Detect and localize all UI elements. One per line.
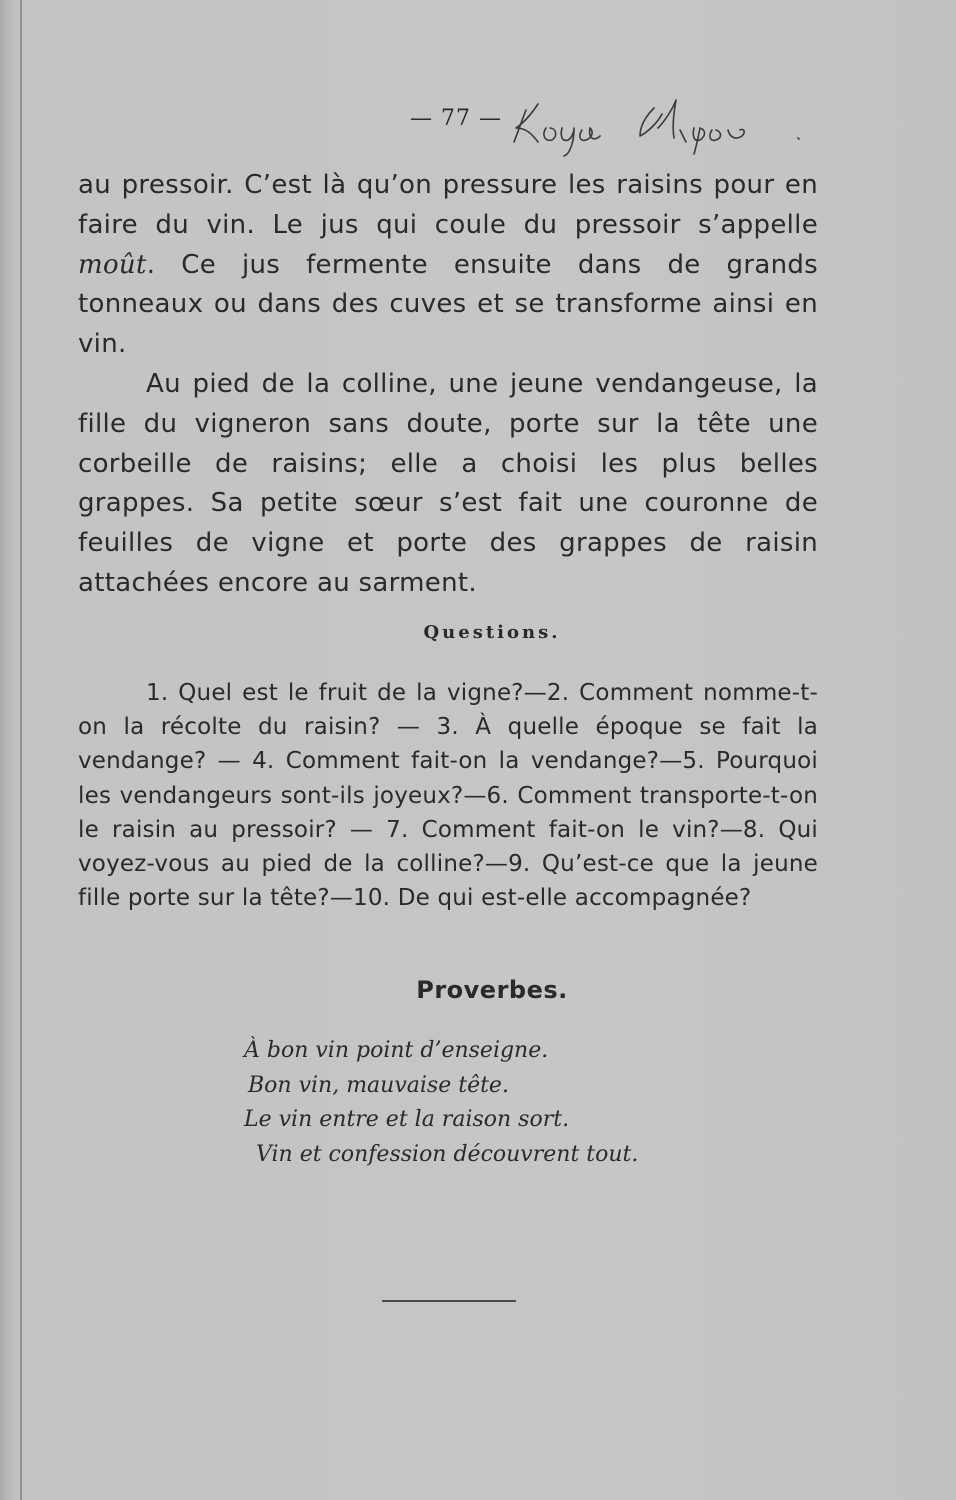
page-gutter xyxy=(20,0,22,1500)
questions-heading: Questions. xyxy=(423,622,561,643)
proverbs-list xyxy=(244,1034,744,1172)
proverb-line: Vin et confession découvrent tout. xyxy=(256,1141,639,1167)
proverb-line: Le vin entre et la raison sort. xyxy=(244,1107,570,1132)
proverbs-heading: Proverbes. xyxy=(416,976,568,1004)
main-text xyxy=(78,166,818,604)
paragraph-colline: Au pied de la colline, une jeune vendangeuse, la fille du vigneron sans doute, porte sur la tête une corbeille de raisins; elle a choisi les plus belles grappes. Sa petite sœur s’est fait une couronne de feuilles de vigne et porte des grappes de raisin attachées encore au sarment. xyxy=(78,368,818,598)
italic-term: moût xyxy=(78,249,147,280)
page-number: — 77 — xyxy=(410,106,502,131)
proverb-line: Bon vin, mauvaise tête. xyxy=(248,1072,509,1098)
paragraph-pressoir: au pressoir. C’est là qu’on pressure les raisins pour en faire du vin. Le jus qui coule du pressoir s’appelle moût. Ce jus fermente ensuite dans de grands tonneaux ou dans des cuves et se transforme ainsi en vin. xyxy=(78,170,818,360)
handwritten-signature xyxy=(508,98,808,158)
page-header xyxy=(0,98,956,158)
proverb-line: À bon vin point d’enseigne. xyxy=(244,1038,549,1063)
end-rule-divider xyxy=(382,1300,516,1302)
questions-text: 1. Quel est le fruit de la vigne?—2. Comment nomme-t-on la récolte du raisin? — 3. À quelle époque se fait la vendange? — 4. Comment fait-on la vendange?—5. Pourquoi les vendangeurs sont-ils joyeux?—6. Comment transporte-t-on le raisin au pressoir? — 7. Comment fait-on le vin?—8. Qui voyez-vous au pied de la colline?—9. Qu’est-ce que la jeune fille porte sur la tête?—10. De qui est-elle accompagnée? xyxy=(78,680,818,912)
